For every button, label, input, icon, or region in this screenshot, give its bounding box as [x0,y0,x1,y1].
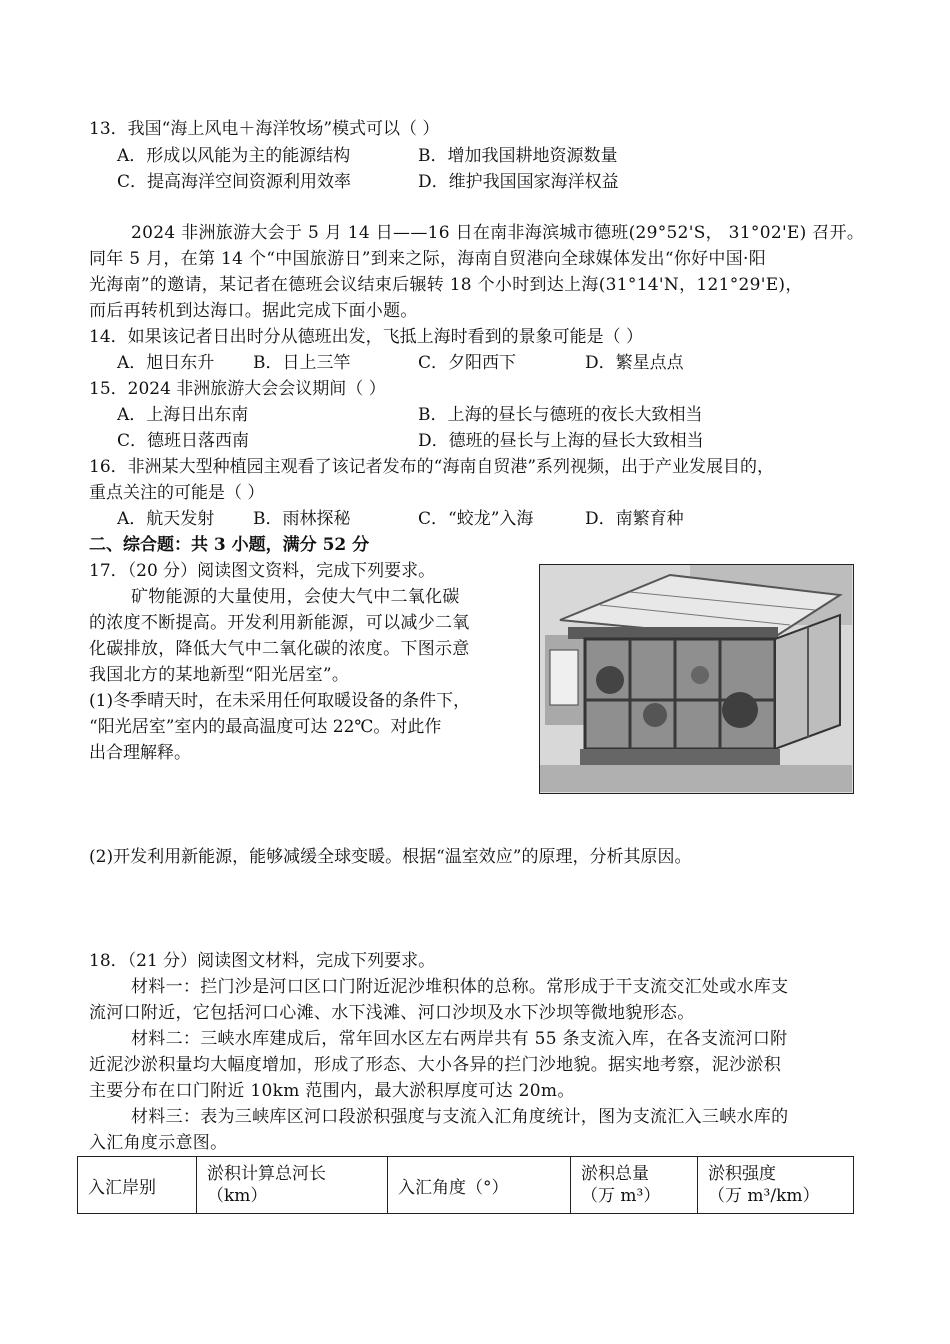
q18-material2-line-1: 材料二：三峡水库建成后，常年回水区左右两岸共有 55 条支流入库，在各支流河口附 [131,1029,788,1049]
q13-stem: 13．我国“海上风电＋海洋牧场”模式可以（ ） [89,119,440,139]
q17-material-line-4: 我国北方的某地新型“阳光居室”。 [89,665,350,685]
q16-stem-line-2: 重点关注的可能是（ ） [89,483,265,503]
q15-option-b: B．上海的昼长与德班的夜长大致相当 [418,405,703,425]
q17-material-line-2: 的浓度不断提高。开发利用新能源，可以减少二氧 [89,613,470,633]
section-2-heading: 二、综合题：共 3 小题，满分 52 分 [89,535,370,555]
passage-line-1: 2024 非洲旅游大会于 5 月 14 日——16 日在南非海滨城市德班(29°52'S， 31°02'E) 召开。 [131,223,865,243]
q18-material2-line-3: 主要分布在口门附近 10km 范围内，最大淤积厚度可达 20m。 [89,1081,575,1101]
q17-part2: (2)开发利用新能源，能够减缓全球变暖。根据“温室效应”的原理，分析其原因。 [89,847,692,867]
q16-option-c: C．“蛟龙”入海 [418,509,534,529]
header-river-length: 淤积计算总河长 （km） [197,1157,388,1214]
header-total-sediment: 淤积总量 （万 m³） [571,1157,698,1214]
q15-option-d: D．德班的昼长与上海的昼长大致相当 [418,431,704,451]
q15-option-a: A．上海日出东南 [117,405,249,425]
header-bank: 入汇岸别 [78,1157,197,1214]
q16-stem-line-1: 16．非洲某大型种植园主观看了该记者发布的“海南自贸港”系列视频，出于产业发展目的， [89,457,775,477]
q17-part1-line-2: “阳光居室”室内的最高温度可达 22℃。对此作 [89,717,442,737]
sunroom-illustration [540,565,852,792]
q18-material3-line-2: 入汇角度示意图。 [89,1133,228,1153]
q14-option-a: A．旭日东升 [117,353,215,373]
q15-stem: 15．2024 非洲旅游大会会议期间（ ） [89,379,386,399]
table-header-row [78,1157,854,1214]
q18-material3-line-1: 材料三：表为三峡库区河口段淤积强度与支流入汇角度统计，图为支流汇入三峡水库的 [131,1107,789,1127]
q14-option-c: C．夕阳西下 [418,353,517,373]
q13-option-c: C．提高海洋空间资源利用效率 [117,172,352,192]
header-confluence-angle: 入汇角度（°） [388,1157,571,1214]
q16-option-b: B．雨林探秘 [253,509,351,529]
q13-option-a: A．形成以风能为主的能源结构 [117,146,351,166]
q18-material1-line-2: 流河口附近，它包括河口心滩、水下浅滩、河口沙坝及水下沙坝等微地貌形态。 [89,1003,695,1023]
q13-option-b: B．增加我国耕地资源数量 [418,146,618,166]
passage-line-3: 光海南”的邀请，某记者在德班会议结束后辗转 18 个小时到达上海(31°14'N，121°29'E)， [89,275,803,295]
q14-option-b: B．日上三竿 [253,353,351,373]
q15-option-c: C．德班日落西南 [117,431,250,451]
q17-material-line-3: 化碳排放，降低大气中二氧化碳的浓度。下图示意 [89,639,470,659]
sediment-table [77,1156,854,1214]
header-sediment-intensity: 淤积强度 （万 m³/km） [698,1157,854,1214]
q14-stem: 14．如果该记者日出时分从德班出发，飞抵上海时看到的景象可能是（ ） [89,327,644,347]
q18-heading: 18．（21 分）阅读图文材料，完成下列要求。 [89,951,436,971]
q17-part1-line-1: (1)冬季晴天时，在未采用任何取暖设备的条件下， [89,691,471,711]
q16-option-d: D．南繁育种 [585,509,684,529]
q13-option-d: D．维护我国国家海洋权益 [418,172,619,192]
q14-option-d: D．繁星点点 [585,353,684,373]
sunroom-photo [539,564,854,794]
q17-heading: 17．（20 分）阅读图文资料，完成下列要求。 [89,561,436,581]
q17-material-line-1: 矿物能源的大量使用，会使大气中二氧化碳 [131,587,460,607]
q17-part1-line-3: 出合理解释。 [89,743,191,763]
passage-line-4: 而后再转机到达海口。据此完成下面小题。 [89,301,418,321]
passage-line-2: 同年 5 月，在第 14 个“中国旅游日”到来之际，海南自贸港向全球媒体发出“你好中国·阳 [89,249,767,269]
q18-material1-line-1: 材料一：拦门沙是河口区口门附近泥沙堆积体的总称。常形成于干支流交汇处或水库支 [131,977,789,997]
q16-option-a: A．航天发射 [117,509,215,529]
q18-material2-line-2: 近泥沙淤积量均大幅度增加，形成了形态、大小各异的拦门沙地貌。据实地考察，泥沙淤积 [89,1055,781,1075]
